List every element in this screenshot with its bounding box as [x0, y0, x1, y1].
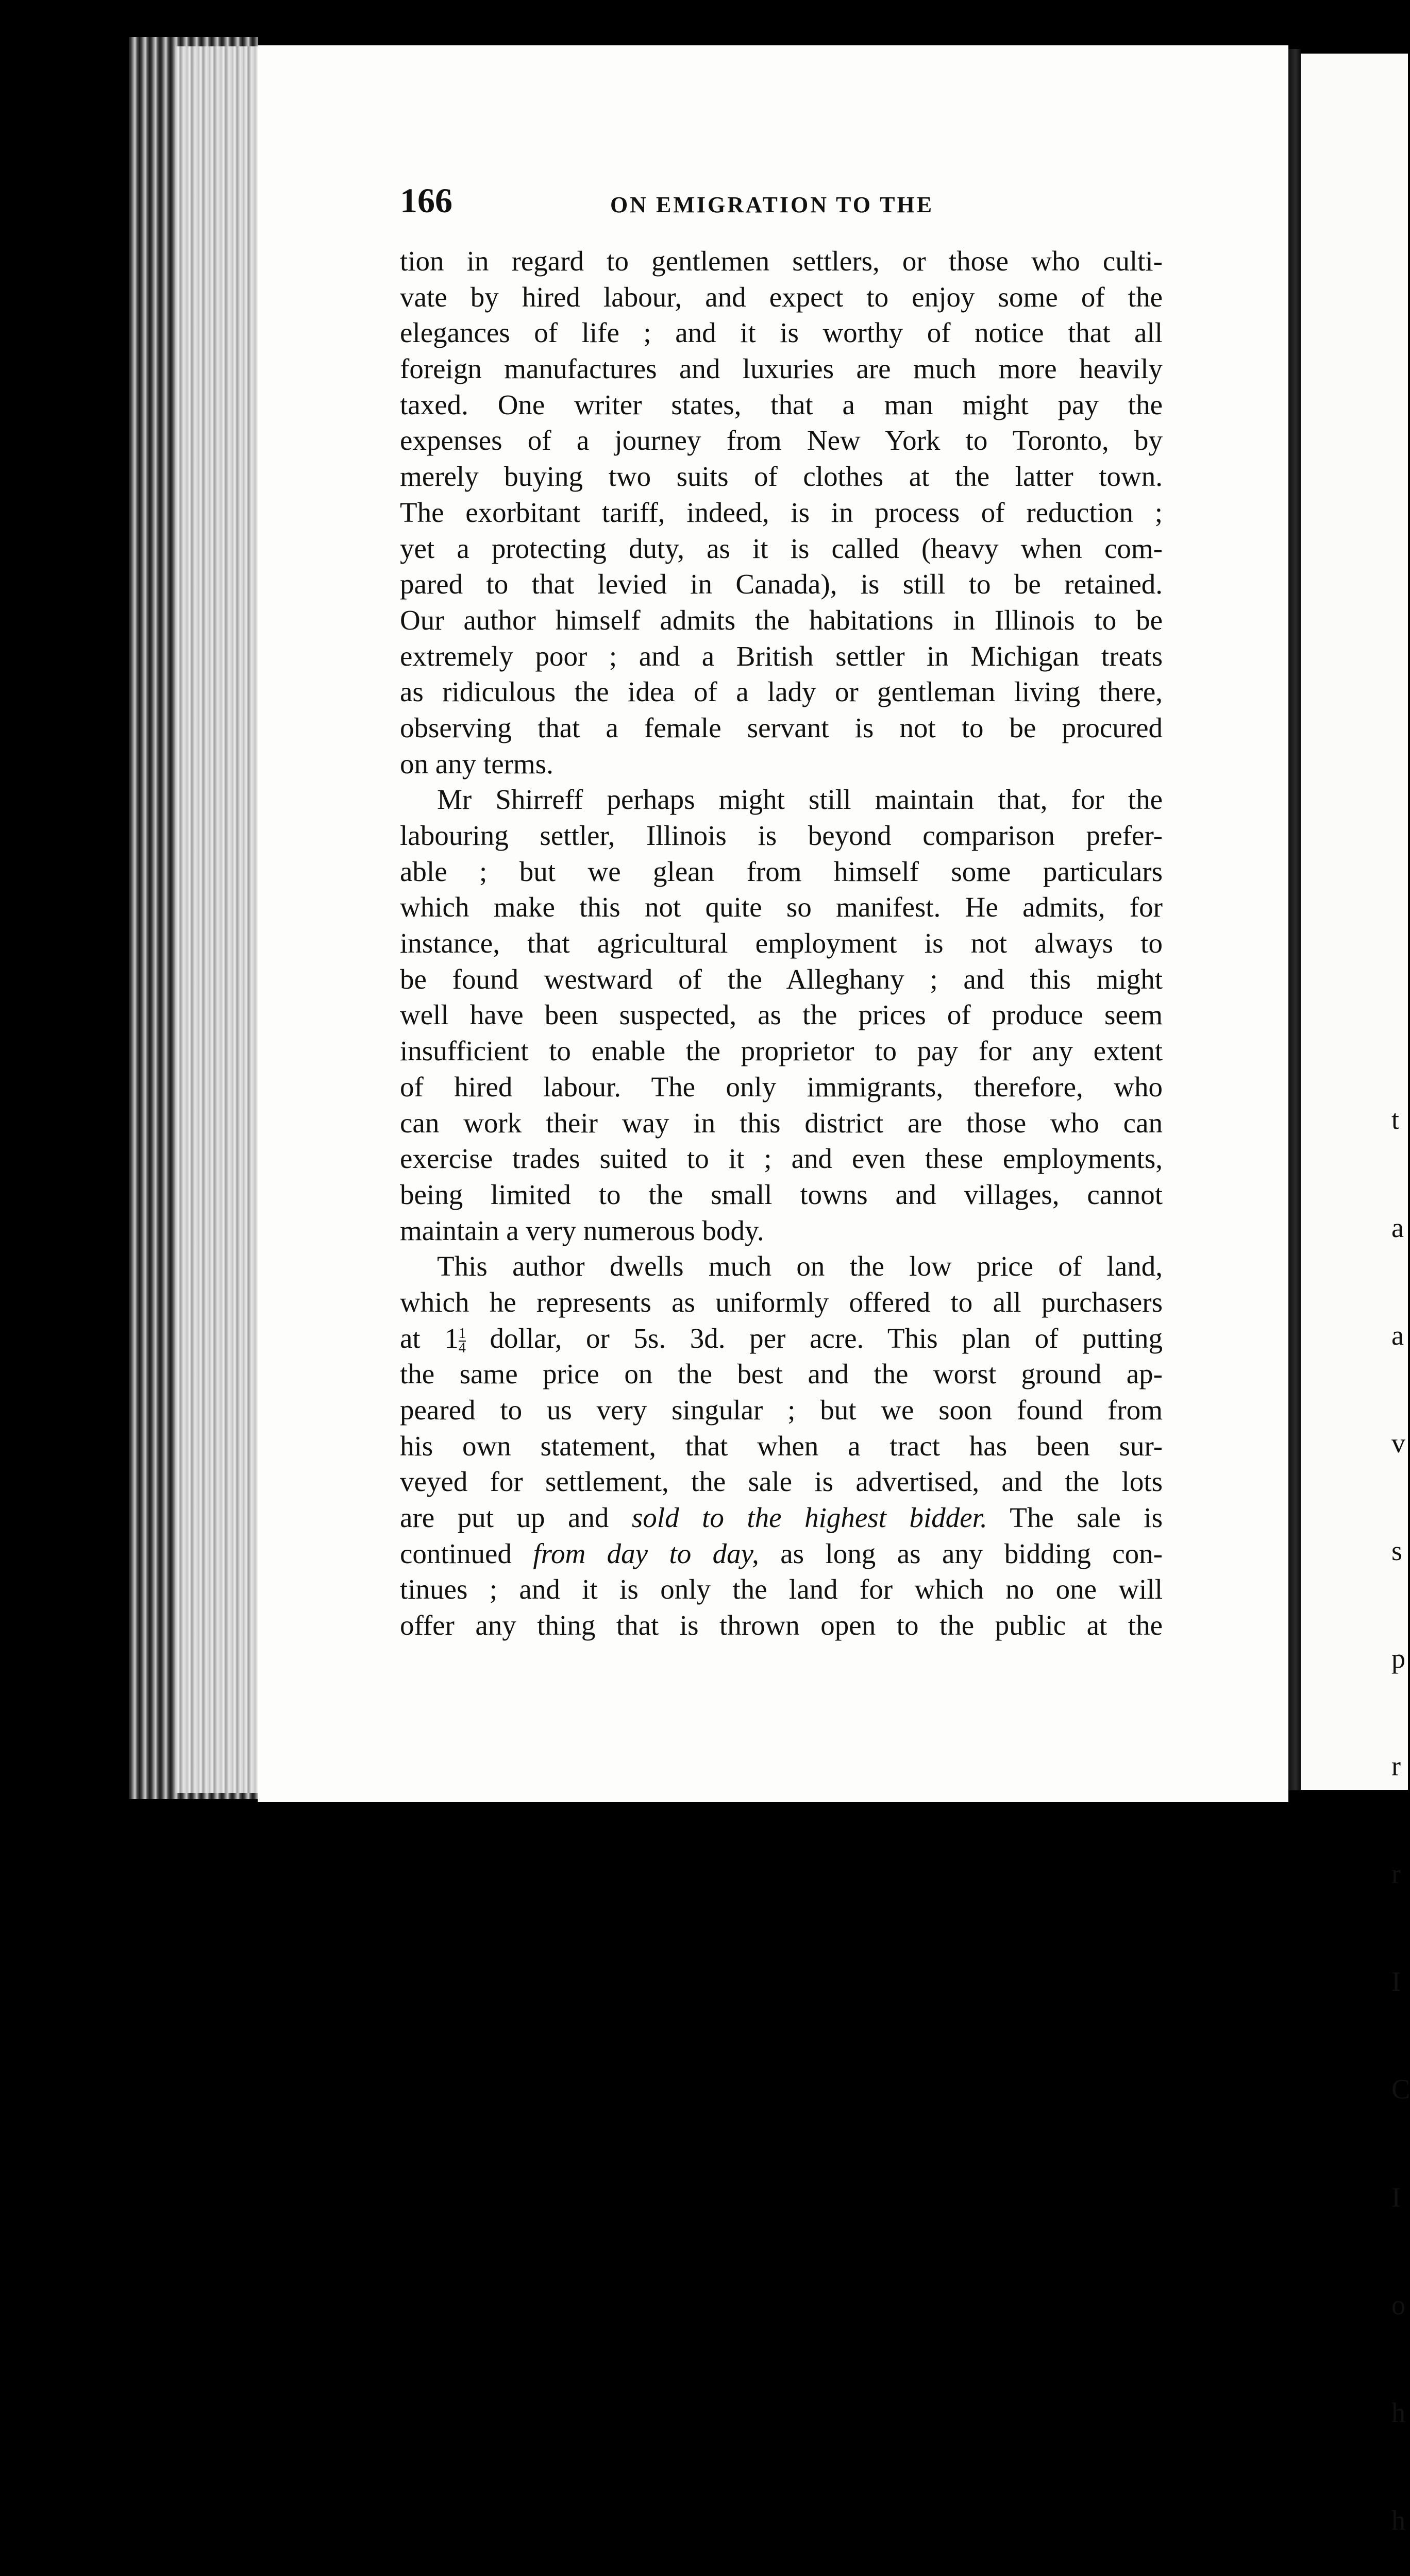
facing-letter: h — [1391, 2397, 1405, 2428]
text-line: merely buying two suits of clothes at the latter town. — [400, 461, 1163, 493]
facing-letter: I — [1391, 1966, 1401, 1997]
running-head: ON EMIGRATION TO THE — [610, 192, 934, 217]
text-line: which he represents as uniformly offered to all purchasers — [400, 1286, 1163, 1318]
italic-phrase: sold to the highest bidder. — [631, 1502, 987, 1534]
text-line: instance, that agricultural employment is not always to — [400, 927, 1163, 959]
facing-letter: a — [1391, 1212, 1404, 1243]
text-line: can work their way in this district are those who can — [400, 1107, 1163, 1139]
text-line: elegances of life ; and it is worthy of notice that all — [400, 317, 1163, 349]
text-line: labouring settler, Illinois is beyond comparison prefer- — [400, 820, 1163, 851]
text-line: well have been suspected, as the prices of produce seem — [400, 999, 1163, 1031]
text-line: offer any thing that is thrown open to the public at the — [400, 1609, 1163, 1641]
italic-phrase: from day to day, — [533, 1537, 759, 1569]
text-line: taxed. One writer states, that a man might pay the — [400, 388, 1163, 420]
text-line: observing that a female servant is not to be procured — [400, 711, 1163, 743]
text-line: his own statement, that when a tract has been sur- — [400, 1430, 1163, 1462]
text-line: yet a protecting duty, as it is called (heavy when com- — [400, 532, 1163, 564]
fraction: $\frac{1}{4}$ — [458, 1326, 466, 1356]
text-line-with-italic: are put up and sold to the highest bidder. The sale is — [400, 1502, 1163, 1534]
facing-letter: r — [1391, 1751, 1401, 1782]
facing-letter: p — [1391, 1642, 1405, 1674]
text-line: able ; but we glean from himself some particulars — [400, 855, 1163, 887]
facing-letter: a — [1391, 1319, 1404, 1351]
body-text — [400, 243, 1163, 1665]
text-line: expenses of a journey from New York to Toronto, by — [400, 425, 1163, 456]
facing-page-letters — [1391, 1030, 1410, 2536]
page-header — [400, 180, 1163, 227]
text-line: tion in regard to gentlemen settlers, or those who culti- — [400, 245, 1163, 277]
facing-letter: t — [1391, 1104, 1400, 1136]
facing-letter: o — [1391, 2289, 1405, 2320]
text-line: on any terms. — [400, 748, 553, 779]
text-line: exercise trades suited to it ; and even these employments, — [400, 1143, 1163, 1175]
text-line: veyed for settlement, the sale is advertised, and the lots — [400, 1466, 1163, 1498]
text-line: being limited to the small towns and villages, cannot — [400, 1178, 1163, 1210]
page-number: 166 — [400, 181, 452, 220]
text-line: The exorbitant tariff, indeed, is in process of reduction ; — [400, 496, 1163, 528]
facing-letter: v — [1391, 1427, 1405, 1459]
facing-letter: C — [1391, 2074, 1410, 2105]
facing-letter: h — [1391, 2504, 1405, 2536]
book-gutter — [1288, 49, 1301, 1790]
facing-letter: I — [1391, 2181, 1401, 2213]
text-line: of hired labour. The only immigrants, therefore, who — [400, 1071, 1163, 1103]
text-line: which make this not quite so manifest. He admits, for — [400, 891, 1163, 923]
text-line: insufficient to enable the proprietor to pay for any extent — [400, 1035, 1163, 1067]
text-line: vate by hired labour, and expect to enjoy some of the — [400, 281, 1163, 313]
page-edges-inner — [175, 46, 258, 1793]
text-line: as ridiculous the idea of a lady or gentleman living there, — [400, 676, 1163, 708]
text-line-with-fraction: at 1 $\frac{1}{4}$ dollar, or 5s. 3d. per acre. This plan of putting — [400, 1322, 1163, 1356]
text-line: foreign manufactures and luxuries are much more heavily — [400, 353, 1163, 385]
text-line: This author dwells much on the low price of land, — [437, 1250, 1163, 1282]
text-line: pared to that levied in Canada), is still to be retained. — [400, 568, 1163, 600]
text-line: peared to us very singular ; but we soon found from — [400, 1394, 1163, 1426]
text-line: extremely poor ; and a British settler in Michigan treats — [400, 640, 1163, 672]
text-line-with-italic: continued from day to day, as long as any bidding con- — [400, 1537, 1163, 1569]
text-line: Mr Shirreff perhaps might still maintain that, for the — [437, 784, 1163, 816]
text-line: be found westward of the Alleghany ; and this might — [400, 963, 1163, 995]
text-line: the same price on the best and the worst ground ap- — [400, 1358, 1163, 1390]
facing-letter: r — [1391, 1858, 1401, 1890]
facing-letter: s — [1391, 1535, 1403, 1566]
text-line: Our author himself admits the habitations in Illinois to be — [400, 604, 1163, 636]
text-line: tinues ; and it is only the land for which no one will — [400, 1573, 1163, 1605]
text-line: maintain a very numerous body. — [400, 1214, 764, 1246]
